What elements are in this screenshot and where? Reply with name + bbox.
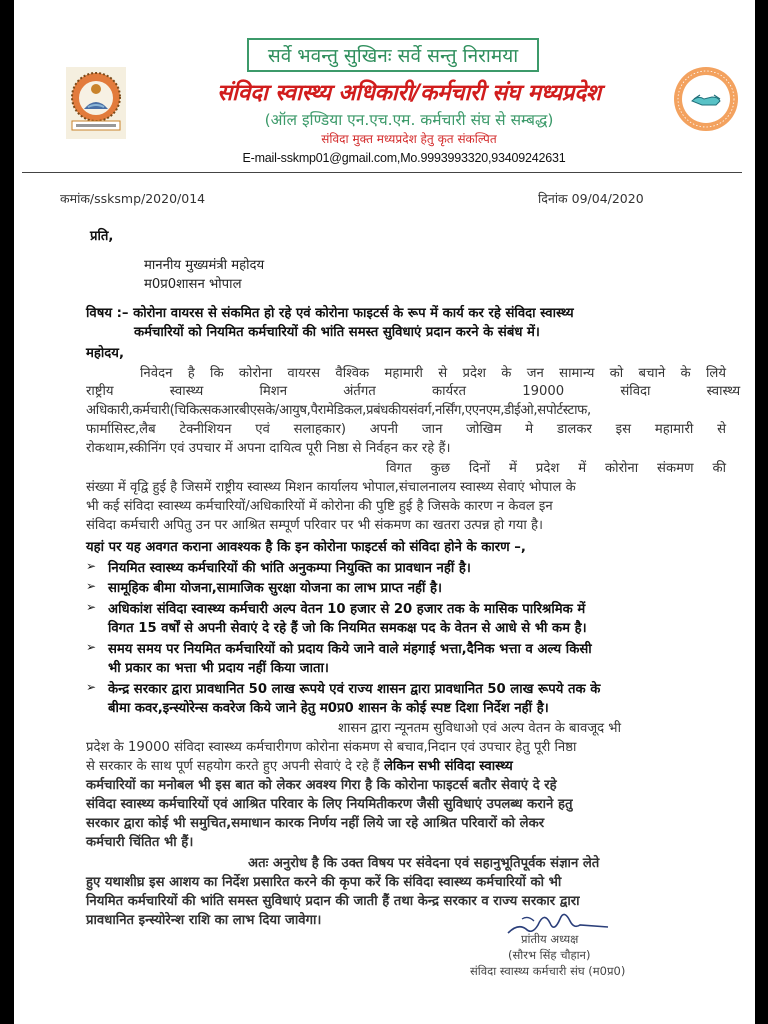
- union-logo-right: [672, 65, 740, 133]
- header-divider: [22, 172, 742, 173]
- letter-page: [14, 0, 755, 1024]
- paragraph-line: कर्मचारी चिंतित भी हैं।: [86, 835, 194, 850]
- tagline: संविदा मुक्त मध्यप्रदेश हेतु कृत संकल्पित: [321, 132, 497, 146]
- union-logo-left: [66, 67, 126, 139]
- signatory-name: (सौरभ सिंह चौहान): [508, 948, 591, 962]
- bullet-text: समय समय पर नियमित कर्मचारियों को प्रदाय किये जाने वाले मंहगाई भत्ता,दैनिक भत्ता व अल्य किसी: [108, 642, 592, 657]
- arrow-bullet-icon: ➢: [86, 680, 97, 694]
- bullet-text: केन्द्र सरकार द्वारा प्रावधानित 50 लाख रूपये एवं राज्य शासन द्वारा प्रावधानित 50 लाख रूपये तक के: [108, 682, 601, 697]
- recipient-line-2: म0प्र0शासन भोपाल: [144, 277, 242, 292]
- paragraph-line: भी कई संविदा स्वास्थ्य कर्मचारियों/अधिकारियों में कोरोना की पुष्टि हुई है जिसके कारण न केवल इन: [86, 499, 553, 514]
- paragraph-line-text: राष्ट्रीय स्वास्थ्य मिशन अंर्तगत कार्यरत 19000 संविदा स्वास्थ्य: [86, 384, 741, 399]
- signatory-organization: संविदा स्वास्थ्य कर्मचारी संघ (म0प्र0): [470, 964, 626, 978]
- subject-line-1: विषय :– कोरोना वायरस से संकमित हो रहे एवं कोरोना फाइटर्स के रूप में कार्य कर रहे संविदा स्वास्थ्य: [86, 306, 574, 321]
- points-intro: यहां पर यह अवगत कराना आवश्यक है कि इन कोरोना फाइटर्स को संविदा होने के कारण –,: [86, 540, 526, 555]
- letter-date: दिनांक 09/04/2020: [538, 191, 644, 206]
- bullet-text: अधिकांश संविदा स्वास्थ्य कर्मचारी अल्प वेतन 10 हजार से 20 हजार तक के मासिक पारिश्रमिक में: [108, 602, 586, 617]
- paragraph-line: अतः अनुरोध है कि उक्त विषय पर संवेदना एवं सहानुभूतिपूर्वक संज्ञान लेते: [248, 856, 600, 871]
- arrow-bullet-icon: ➢: [86, 640, 97, 654]
- paragraph-emphasis: लेकिन सभी संविदा स्वास्थ्य: [383, 759, 513, 774]
- paragraph-line: सरकार द्वारा कोई भी समुचित,समाधान कारक निर्णय नहीं लिये जा रहे आश्रित परिवारों को लेकर: [86, 816, 545, 831]
- motto-box: [247, 38, 539, 72]
- paragraph-line: संविदा कर्मचारी अपितु उन पर आश्रित सम्पूर्ण परिवार पर भी संकमण का खतरा उत्पन्न हो गया है।: [86, 518, 544, 533]
- bullet-text: भी प्रकार का भत्ता भी प्रदाय नहीं किया जाता।: [108, 661, 329, 676]
- paragraph-line: [86, 381, 741, 399]
- motto-text: सर्वे भवन्तु सुखिनः सर्वे सन्तु निरामया: [267, 45, 519, 67]
- bullet-text: सामूहिक बीमा योजना,सामाजिक सुरक्षा योजना का लाभ प्राप्त नहीं है।: [108, 581, 443, 596]
- paragraph-line: संख्या में वृद्वि हुई है जिसमें राष्ट्रीय स्वास्थ्य मिशन कार्यालय भोपाल,संचालनालय स्वास्थ्य सेवाएं भोपाल के: [86, 480, 576, 495]
- paragraph-text: से सरकार के साथ पूर्ण सहयोग करते हुए अपनी सेवाएं दे रहे हैं: [86, 759, 380, 774]
- paragraph-line: अधिकारी,कर्मचारी(चिकित्सकआरबीएसके/आयुष,पैरामेडिकल,प्रबंधकीयसंवर्ग,नर्सिंग,एएनएम,डीईओ,सपोर्टस्टाफ,: [86, 403, 591, 418]
- subject-line-2: कर्मचारियों को नियमित कर्मचारियों की भांति समस्त सुविधाएं प्रदान करने के संबंध में।: [134, 325, 540, 340]
- salutation-to: प्रति,: [90, 229, 114, 244]
- arrow-bullet-icon: ➢: [86, 559, 97, 573]
- paragraph-line: कर्मचारियों का मनोबल भी इस बात को लेकर अवश्य गिरा है कि कोरोना फाइटर्स बतौर सेवाएं दे रहे: [86, 778, 557, 793]
- paragraph-line: विगत कुछ दिनों में प्रदेश में कोरोना संकमण की: [386, 461, 726, 476]
- paragraph-line: रोकथाम,स्कीनिंग एवं उपचार में अपना दायित्व पूरी निष्ठा से निर्वहन कर रहे हैं।: [86, 441, 451, 456]
- reference-number: कमांक/ssksmp/2020/014: [60, 191, 206, 206]
- bullet-text: बीमा कवर,इन्स्योरेन्स कवरेज किये जाने हेतु म0प्र0 शासन के कोई स्पष्ट दिशा निर्देश नहीं है।: [108, 701, 549, 716]
- paragraph-line: नियमित कर्मचारियों की भांति समस्त सुविधाएं प्रदान की जाती हैं तथा केन्द्र सरकार व राज्य सरकार द्वारा: [86, 894, 580, 909]
- greeting: महोदय,: [86, 346, 124, 361]
- paragraph-line: [86, 756, 513, 774]
- paragraph-line: फार्मासिस्ट,लैब टेक्नीशियन एवं सलाहकार) अपनी जान जोखिम मे डालकर इस महामारी से: [86, 422, 726, 437]
- bullet-text: विगत 15 वर्षों से अपनी सेवाएं दे रहे हैं जो कि नियमित समकक्ष पद के वेतन से आधे से भी कम है।: [108, 621, 587, 636]
- arrow-bullet-icon: ➢: [86, 579, 97, 593]
- paragraph-line: शासन द्वारा न्यूनतम सुविधाओ एवं अल्प वेतन के बावजूद भी: [338, 721, 621, 736]
- recipient-line-1: माननीय मुख्यमंत्री महोदय: [144, 258, 265, 273]
- arrow-bullet-icon: ➢: [86, 600, 97, 614]
- organization-name: संविदा स्वास्थ्य अधिकारी/कर्मचारी संघ मध्यप्रदेश: [217, 80, 601, 106]
- paragraph-line: निवेदन है कि कोरोना वायरस वैश्विक महामारी से प्रदेश के जन सामान्य को बचाने के लिये: [140, 366, 726, 381]
- bullet-text: नियमित स्वास्थ्य कर्मचारियों की भांति अनुकम्पा नियुक्ति का प्रावधान नहीं है।: [108, 561, 471, 576]
- paragraph-line: संविदा स्वास्थ्य कर्मचारियों एवं आश्रित परिवार के लिए नियमितीकरण जैसी सुविधाएं उपलब्ध कराने हतु: [86, 797, 573, 812]
- signatory-title: प्रांतीय अध्यक्ष: [521, 932, 579, 946]
- paragraph-line: प्रदेश के 19000 संविदा स्वास्थ्य कर्मचारीगण कोरोना संकमण से बचाव,निदान एवं उपचार हेतु पूरी निष्ठा: [86, 740, 577, 755]
- affiliation-line: (ऑल इण्डिया एन.एच.एम. कर्मचारी संघ से सम्बद्ध): [264, 111, 554, 129]
- paragraph-line: प्रावधानित इन्स्योरेन्श राशि का लाभ दिया जावेगा।: [86, 913, 322, 928]
- paragraph-line: हुए यथाशीघ्र इस आशय का निर्देश प्रसारित करने की कृपा करें कि संविदा स्वास्थ्य कर्मचारियों को भी: [86, 875, 562, 890]
- contact-info: E-mail-sskmp01@gmail.com,Mo.9993993320,9340924263​1: [242, 151, 566, 165]
